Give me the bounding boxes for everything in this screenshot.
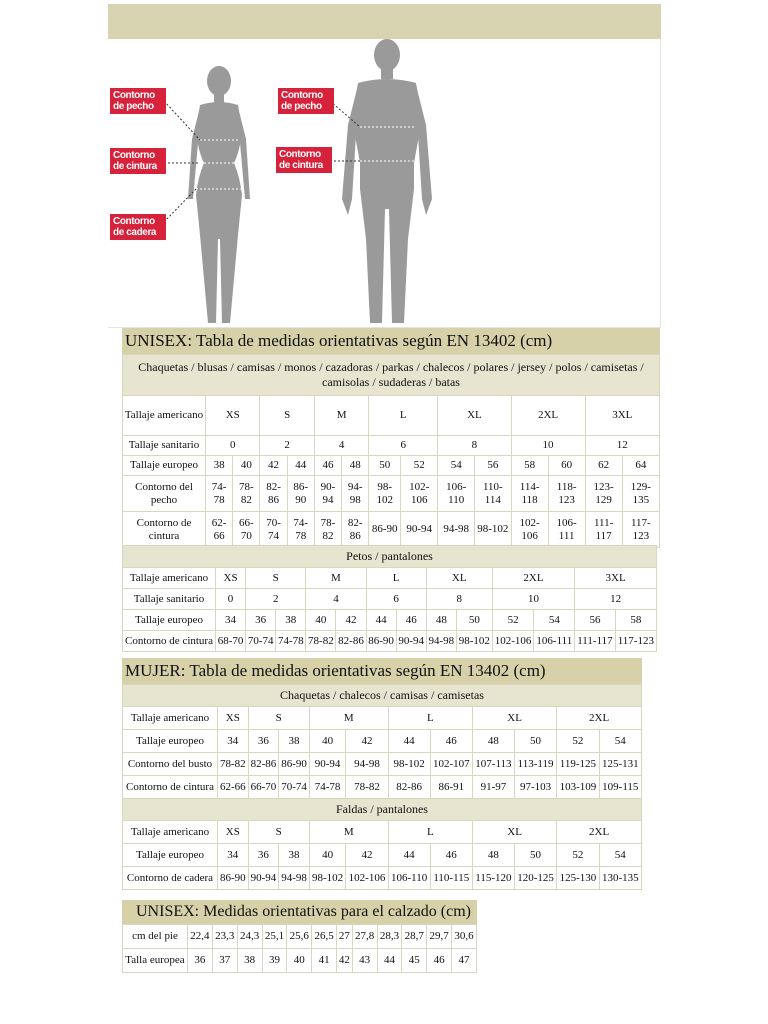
size-cell: 30,6: [452, 925, 477, 949]
size-cell: 36: [188, 949, 213, 973]
size-cell: 6: [366, 589, 426, 610]
size-cell: 2XL: [557, 821, 642, 844]
size-cell: 102-106: [401, 476, 438, 512]
size-cell: 48: [426, 610, 456, 631]
size-cell: 110-114: [475, 476, 511, 512]
row-label: Tallaje americano: [123, 396, 206, 436]
size-cell: 34: [218, 844, 249, 867]
row-label: Tallaje americano: [123, 821, 218, 844]
size-cell: 86-90: [369, 512, 401, 548]
unisex-tops-title: UNISEX: Tabla de medidas orientativas según EN 13402 (cm): [122, 328, 660, 354]
size-cell: 109-115: [599, 776, 641, 799]
size-cell: 12: [575, 589, 657, 610]
size-cell: 90-94: [309, 753, 345, 776]
silhouettes-illustration: [108, 39, 660, 327]
size-cell: 106-111: [548, 512, 585, 548]
size-cell: 102-106: [346, 867, 388, 890]
mujer-skirts-subtitle: Faldas / pantalones: [123, 799, 642, 821]
size-cell: 82-86: [336, 631, 366, 652]
size-cell: XL: [472, 821, 556, 844]
size-cell: 3XL: [585, 396, 659, 436]
size-cell: 50: [369, 456, 401, 476]
size-cell: 78-82: [218, 753, 249, 776]
man-silhouette-icon: [342, 39, 432, 323]
size-cell: 0: [206, 436, 260, 456]
size-cell: 52: [401, 456, 438, 476]
size-cell: 50: [514, 844, 556, 867]
woman-hip-label: Contorno de cadera: [110, 214, 166, 240]
size-cell: 40: [309, 730, 345, 753]
size-cell: 94-98: [426, 631, 456, 652]
size-cell: 27,8: [352, 925, 377, 949]
unisex-tops-section: [122, 328, 660, 548]
size-cell: 44: [388, 730, 430, 753]
size-cell: 44: [287, 456, 314, 476]
size-cell: 70-74: [246, 631, 276, 652]
size-cell: 52: [557, 730, 599, 753]
size-cell: 103-109: [557, 776, 599, 799]
table-row: [123, 730, 642, 753]
row-label: Tallaje sanitario: [123, 589, 216, 610]
size-cell: 78-82: [306, 631, 336, 652]
size-cell: M: [309, 821, 388, 844]
size-cell: 22,4: [188, 925, 213, 949]
calzado-table: [122, 924, 477, 973]
size-cell: 94-98: [342, 476, 369, 512]
size-cell: 90-94: [314, 476, 341, 512]
size-cell: 119-125: [557, 753, 599, 776]
size-cell: 54: [534, 610, 575, 631]
size-cell: 44: [366, 610, 396, 631]
size-cell: 86-90: [279, 753, 310, 776]
size-cell: 94-98: [438, 512, 475, 548]
size-cell: 90-94: [396, 631, 426, 652]
table-row: [123, 631, 657, 652]
size-cell: 123-129: [585, 476, 622, 512]
table-row: [123, 776, 642, 799]
size-cell: XS: [218, 707, 249, 730]
size-cell: 56: [475, 456, 511, 476]
size-cell: 70-74: [279, 776, 310, 799]
size-cell: 90-94: [401, 512, 438, 548]
size-cell: 106-110: [438, 476, 475, 512]
size-cell: 52: [557, 844, 599, 867]
size-cell: 98-102: [388, 753, 430, 776]
unisex-pants-section: [122, 545, 657, 652]
size-cell: S: [248, 821, 309, 844]
size-cell: 98-102: [456, 631, 492, 652]
size-cell: 3XL: [575, 568, 657, 589]
size-cell: 78-82: [233, 476, 260, 512]
table-row: [123, 753, 642, 776]
table-row: [123, 867, 642, 890]
size-cell: 74-78: [309, 776, 345, 799]
size-cell: 40: [287, 949, 312, 973]
size-cell: M: [306, 568, 366, 589]
size-cell: 62-66: [218, 776, 249, 799]
size-cell: 114-118: [511, 476, 548, 512]
size-cell: 2XL: [511, 396, 585, 436]
body-measurement-figure: [108, 39, 661, 328]
size-cell: 36: [246, 610, 276, 631]
row-label: Tallaje europeo: [123, 844, 218, 867]
size-cell: L: [388, 821, 472, 844]
mujer-title: MUJER: Tabla de medidas orientativas según EN 13402 (cm): [122, 658, 642, 684]
woman-silhouette-icon: [188, 66, 250, 323]
size-cell: 40: [233, 456, 260, 476]
size-cell: 86-90: [366, 631, 396, 652]
size-cell: 27: [337, 925, 353, 949]
size-cell: 40: [309, 844, 345, 867]
size-cell: 130-135: [599, 867, 641, 890]
size-cell: XL: [426, 568, 492, 589]
mujer-tops-subtitle: Chaquetas / chalecos / camisas / camisetas: [123, 685, 642, 707]
size-cell: XL: [438, 396, 511, 436]
table-row: [123, 476, 660, 512]
size-cell: 42: [260, 456, 287, 476]
size-cell: 120-125: [514, 867, 556, 890]
size-cell: 48: [472, 844, 514, 867]
size-cell: 46: [427, 949, 452, 973]
size-cell: XS: [216, 568, 246, 589]
size-cell: 111-117: [575, 631, 615, 652]
size-cell: 36: [248, 844, 279, 867]
size-cell: XS: [218, 821, 249, 844]
row-label: cm del pie: [123, 925, 188, 949]
size-cell: 2XL: [492, 568, 574, 589]
size-cell: XS: [206, 396, 260, 436]
unisex-tops-subtitle: Chaquetas / blusas / camisas / monos / cazadoras / parkas / chalecos / polares / jersey / polos / camisetas / camisolas / sudaderas / batas: [123, 355, 660, 396]
top-header-band: [108, 4, 661, 39]
size-cell: 102-107: [430, 753, 472, 776]
table-row: [123, 844, 642, 867]
size-cell: 36: [248, 730, 279, 753]
calzado-section: [122, 900, 477, 973]
size-cell: 50: [514, 730, 556, 753]
table-row: [123, 436, 660, 456]
size-cell: 107-113: [472, 753, 514, 776]
table-row: [123, 568, 657, 589]
size-cell: S: [260, 396, 314, 436]
size-cell: 78-82: [314, 512, 341, 548]
size-cell: 94-98: [279, 867, 310, 890]
size-cell: 29,7: [427, 925, 452, 949]
size-cell: 115-120: [472, 867, 514, 890]
size-cell: 111-117: [585, 512, 622, 548]
size-cell: 66-70: [248, 776, 279, 799]
size-cell: 86-90: [218, 867, 249, 890]
size-cell: 52: [492, 610, 534, 631]
size-cell: 98-102: [309, 867, 345, 890]
size-cell: 58: [511, 456, 548, 476]
size-cell: 2: [246, 589, 306, 610]
row-label: Talla europea: [123, 949, 188, 973]
size-cell: 10: [492, 589, 574, 610]
man-chest-label: Contorno de pecho: [278, 88, 334, 114]
size-cell: 82-86: [388, 776, 430, 799]
size-cell: 94-98: [346, 753, 388, 776]
size-cell: 37: [212, 949, 237, 973]
size-cell: L: [366, 568, 426, 589]
table-row: [123, 707, 642, 730]
size-cell: L: [369, 396, 438, 436]
size-cell: 46: [314, 456, 341, 476]
size-cell: 34: [218, 730, 249, 753]
row-label: Tallaje europeo: [123, 730, 218, 753]
row-label: Tallaje europeo: [123, 456, 206, 476]
size-cell: 28,7: [402, 925, 427, 949]
size-cell: 38: [206, 456, 233, 476]
calzado-title: UNISEX: Medidas orientativas para el calzado (cm): [122, 900, 477, 924]
size-cell: 62: [585, 456, 622, 476]
row-label: Tallaje sanitario: [123, 436, 206, 456]
size-cell: 23,3: [212, 925, 237, 949]
size-cell: 91-97: [472, 776, 514, 799]
size-cell: 68-70: [216, 631, 246, 652]
table-row: [123, 925, 477, 949]
table-row: [123, 821, 642, 844]
table-row: [123, 949, 477, 973]
size-cell: 110-115: [430, 867, 472, 890]
size-cell: 106-110: [388, 867, 430, 890]
size-cell: 97-103: [514, 776, 556, 799]
row-label: Contorno del busto: [123, 753, 218, 776]
size-cell: 125-130: [557, 867, 599, 890]
size-cell: 47: [452, 949, 477, 973]
size-cell: 44: [377, 949, 402, 973]
size-cell: 48: [342, 456, 369, 476]
size-cell: 60: [548, 456, 585, 476]
table-row: [123, 610, 657, 631]
size-cell: 4: [306, 589, 366, 610]
size-cell: 46: [430, 730, 472, 753]
size-cell: 78-82: [346, 776, 388, 799]
size-cell: 43: [352, 949, 377, 973]
unisex-tops-table: [122, 354, 660, 548]
size-cell: 118-123: [548, 476, 585, 512]
size-cell: 90-94: [248, 867, 279, 890]
size-cell: 48: [472, 730, 514, 753]
size-cell: 42: [337, 949, 353, 973]
size-cell: 39: [262, 949, 287, 973]
row-label: Contorno de cintura: [123, 512, 206, 548]
size-cell: 66-70: [233, 512, 260, 548]
row-label: Tallaje europeo: [123, 610, 216, 631]
size-cell: 62-66: [206, 512, 233, 548]
size-cell: 8: [426, 589, 492, 610]
table-row: [123, 396, 660, 436]
size-cell: 38: [276, 610, 306, 631]
size-cell: 8: [438, 436, 511, 456]
row-label: Tallaje americano: [123, 707, 218, 730]
size-cell: 28,3: [377, 925, 402, 949]
size-cell: 54: [599, 844, 641, 867]
size-cell: 50: [456, 610, 492, 631]
woman-waist-label: Contorno de cintura: [110, 148, 166, 174]
size-cell: 4: [314, 436, 368, 456]
size-cell: 82-86: [342, 512, 369, 548]
size-cell: S: [248, 707, 309, 730]
size-cell: 6: [369, 436, 438, 456]
size-cell: 0: [216, 589, 246, 610]
size-cell: 46: [430, 844, 472, 867]
man-waist-label: Contorno de cintura: [276, 147, 332, 173]
size-cell: 34: [216, 610, 246, 631]
size-cell: 64: [622, 456, 659, 476]
size-cell: 125-131: [599, 753, 641, 776]
size-cell: 98-102: [475, 512, 511, 548]
size-cell: 82-86: [260, 476, 287, 512]
row-label: Contorno de cintura: [123, 631, 216, 652]
size-cell: 26,5: [312, 925, 337, 949]
size-cell: 129-135: [622, 476, 659, 512]
size-cell: 74-78: [206, 476, 233, 512]
size-cell: 117-123: [615, 631, 656, 652]
size-cell: 82-86: [248, 753, 279, 776]
size-cell: 117-123: [622, 512, 659, 548]
size-cell: 45: [402, 949, 427, 973]
size-cell: 10: [511, 436, 585, 456]
size-cell: 42: [346, 730, 388, 753]
table-row: [123, 589, 657, 610]
table-row: [123, 512, 660, 548]
size-cell: 70-74: [260, 512, 287, 548]
mujer-section: [122, 658, 642, 890]
size-cell: 2: [260, 436, 314, 456]
size-cell: 86-91: [430, 776, 472, 799]
size-cell: 38: [237, 949, 262, 973]
size-cell: 56: [575, 610, 615, 631]
size-cell: 41: [312, 949, 337, 973]
row-label: Contorno de cadera: [123, 867, 218, 890]
unisex-pants-table: [122, 545, 657, 652]
size-cell: 2XL: [557, 707, 642, 730]
size-cell: XL: [472, 707, 556, 730]
size-cell: 25,1: [262, 925, 287, 949]
size-cell: 106-111: [534, 631, 575, 652]
size-cell: M: [309, 707, 388, 730]
size-cell: 44: [388, 844, 430, 867]
size-cell: 25,6: [287, 925, 312, 949]
size-cell: 54: [438, 456, 475, 476]
size-cell: 86-90: [287, 476, 314, 512]
size-cell: 38: [279, 730, 310, 753]
size-cell: 58: [615, 610, 656, 631]
size-cell: 42: [346, 844, 388, 867]
size-cell: 54: [599, 730, 641, 753]
size-cell: 40: [306, 610, 336, 631]
row-label: Contorno del pecho: [123, 476, 206, 512]
size-cell: 74-78: [276, 631, 306, 652]
mujer-table: [122, 684, 642, 890]
table-row: [123, 456, 660, 476]
row-label: Contorno de cintura: [123, 776, 218, 799]
woman-chest-label: Contorno de pecho: [110, 88, 166, 114]
size-cell: 46: [396, 610, 426, 631]
size-cell: 74-78: [287, 512, 314, 548]
size-cell: 98-102: [369, 476, 401, 512]
size-cell: 102-106: [511, 512, 548, 548]
unisex-pants-subtitle: Petos / pantalones: [123, 546, 657, 568]
size-cell: 102-106: [492, 631, 534, 652]
size-cell: M: [314, 396, 368, 436]
size-cell: L: [388, 707, 472, 730]
size-cell: 113-119: [514, 753, 556, 776]
size-cell: 24,3: [237, 925, 262, 949]
size-cell: 42: [336, 610, 366, 631]
size-cell: 38: [279, 844, 310, 867]
row-label: Tallaje americano: [123, 568, 216, 589]
size-cell: 12: [585, 436, 659, 456]
size-cell: S: [246, 568, 306, 589]
